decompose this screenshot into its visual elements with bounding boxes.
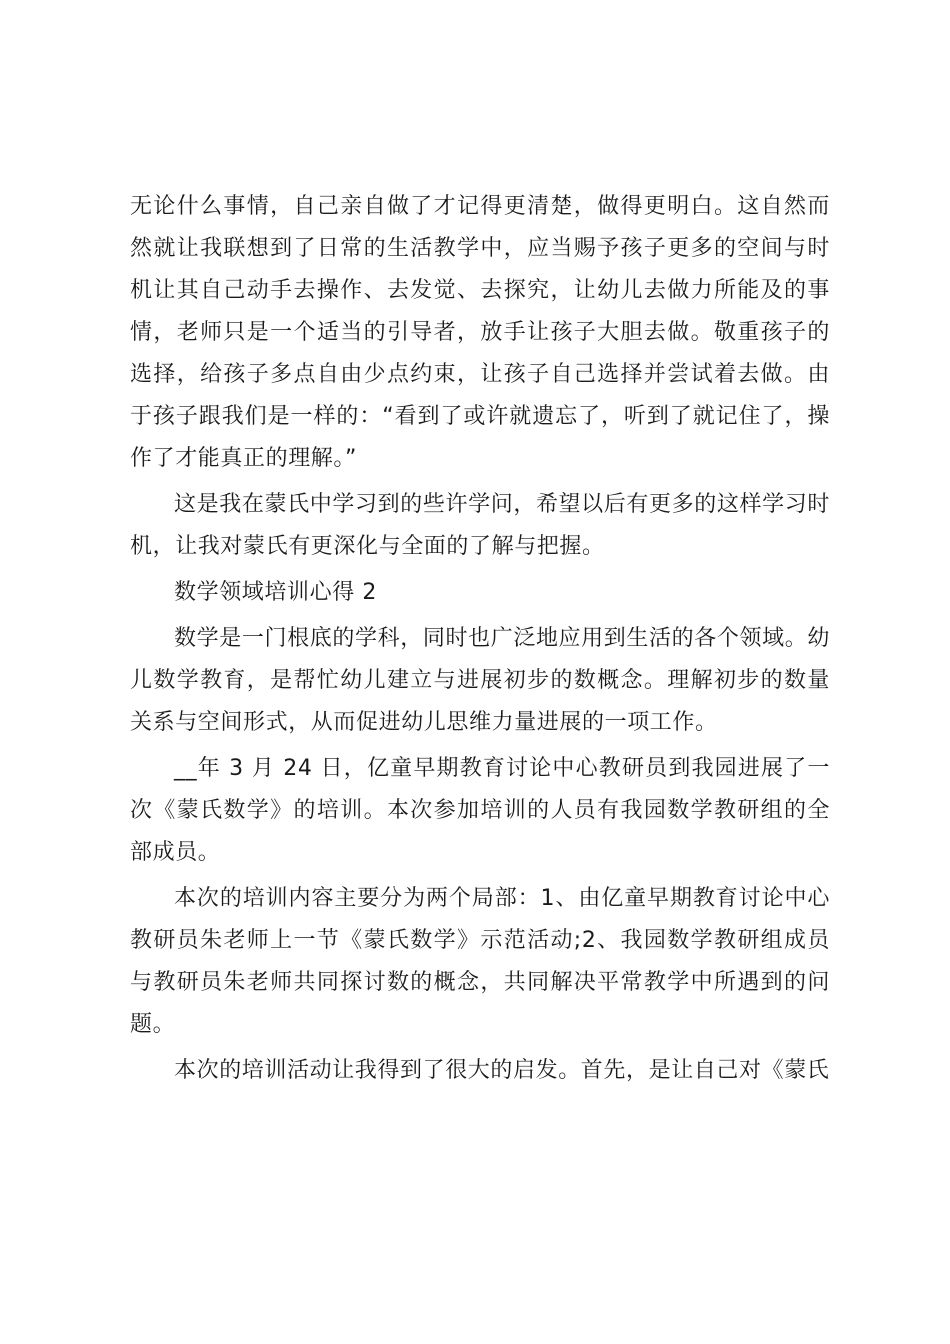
document-body [130,186,830,1096]
paragraph-6: 本次的培训活动让我得到了很大的启发。首先，是让自己对《蒙氏 [174,1058,830,1083]
paragraph-3: 数学是一门根底的学科，同时也广泛地应用到生活的各个领域。幼儿数学教育，是帮忙幼儿建立与进展初步的数概念。理解初步的数量关系与空间形式，从而促进幼儿思维力量进展的一项工作。 [130,626,830,735]
section-heading: 数学领域培训心得 2 [174,580,377,605]
paragraph-4: __年 3 月 24 日，亿童早期教育讨论中心教研员到我园进展了一次《蒙氏数学》的培训。本次参加培训的人员有我园数学教研组的全部成员。 [130,756,830,865]
paragraph-1: 无论什么事情，自己亲自做了才记得更清楚，做得更明白。这自然而然就让我联想到了日常的生活教学中，应当赐予孩子更多的空间与时机让其自己动手去操作、去发觉、去探究，让幼儿去做力所能及的事情，老师只是一个适当的引导者，放手让孩子大胆去做。敬重孩子的选择，给孩子多点自由少点约束，让孩子自己选择并尝试着去做。由于孩子跟我们是一样的：“看到了或许就遗忘了，听到了就记住了，操作了才能真正的理解。” [130,194,830,471]
paragraph-2: 这是我在蒙氏中学习到的些许学问，希望以后有更多的这样学习时机，让我对蒙氏有更深化与全面的了解与把握。 [130,492,830,559]
paragraph-5: 本次的培训内容主要分为两个局部：1、由亿童早期教育讨论中心教研员朱老师上一节《蒙氏数学》示范活动;2、我园数学教研组成员与教研员朱老师共同探讨数的概念，共同解决平常教学中所遇到的问题。 [130,886,830,1037]
